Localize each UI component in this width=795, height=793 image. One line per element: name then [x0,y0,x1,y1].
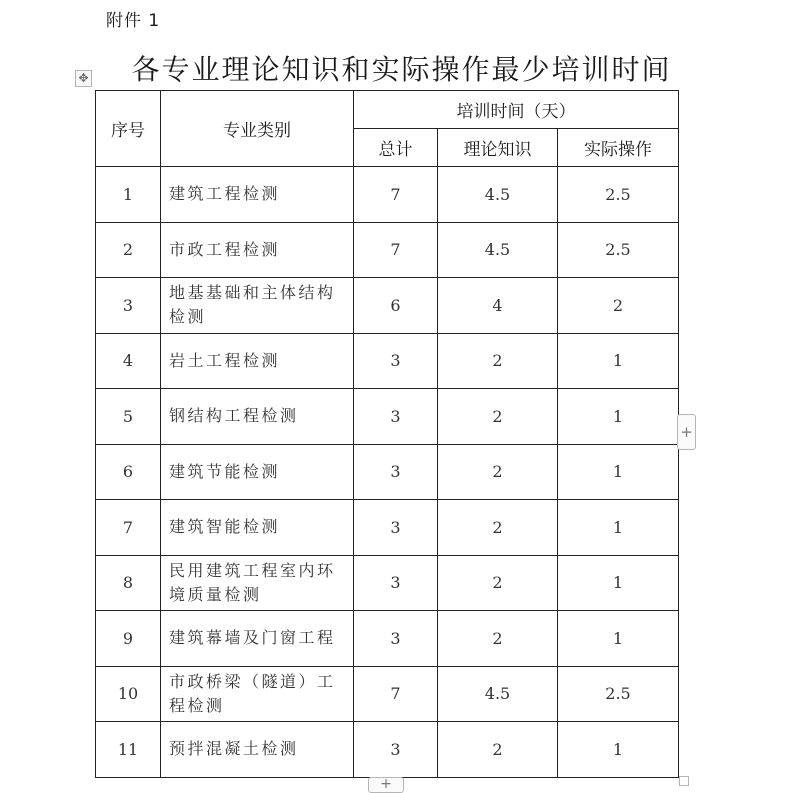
table-row [96,444,679,500]
cell-theory: 2 [438,444,558,500]
cell-category: 建筑工程检测 [161,167,354,223]
cell-practice: 2.5 [558,167,679,223]
header-category: 专业类别 [161,91,354,167]
cell-theory: 2 [438,555,558,611]
cell-index: 8 [96,555,161,611]
table-row [96,722,679,778]
resize-icon[interactable] [679,776,689,786]
cell-practice: 1 [558,555,679,611]
cell-category: 钢结构工程检测 [161,389,354,445]
cell-theory: 4.5 [438,167,558,223]
cell-practice: 2 [558,278,679,334]
document-title: 各专业理论知识和实际操作最少培训时间 [131,53,672,86]
cell-category: 市政工程检测 [161,222,354,278]
cell-total: 7 [354,167,438,223]
header-total: 总计 [354,129,438,167]
cell-index: 10 [96,666,161,722]
cell-total: 3 [354,333,438,389]
header-theory: 理论知识 [438,129,558,167]
header-index: 序号 [96,91,161,167]
cell-practice: 2.5 [558,222,679,278]
cell-category: 民用建筑工程室内环境质量检测 [161,555,354,611]
table-move-handle[interactable] [75,70,92,87]
cell-total: 6 [354,278,438,334]
table-row [96,333,679,389]
cell-practice: 1 [558,722,679,778]
move-icon: ✥ [78,71,89,85]
cell-practice: 1 [558,444,679,500]
table-row [96,278,679,334]
cell-practice: 2.5 [558,666,679,722]
cell-category: 建筑智能检测 [161,500,354,556]
cell-practice: 1 [558,389,679,445]
cell-category: 预拌混凝土检测 [161,722,354,778]
cell-theory: 4.5 [438,222,558,278]
cell-index: 1 [96,167,161,223]
cell-total: 3 [354,611,438,667]
cell-total: 3 [354,500,438,556]
cell-category: 建筑节能检测 [161,444,354,500]
add-row-button[interactable] [368,777,404,793]
cell-total: 3 [354,389,438,445]
table-row [96,666,679,722]
table-row [96,500,679,556]
cell-theory: 4.5 [438,666,558,722]
cell-category: 地基基础和主体结构检测 [161,278,354,334]
cell-theory: 4 [438,278,558,334]
cell-index: 4 [96,333,161,389]
cell-practice: 1 [558,500,679,556]
table-row [96,389,679,445]
cell-total: 7 [354,222,438,278]
cell-theory: 2 [438,722,558,778]
cell-index: 7 [96,500,161,556]
cell-theory: 2 [438,611,558,667]
cell-total: 3 [354,555,438,611]
training-time-table [95,90,679,778]
cell-total: 7 [354,666,438,722]
cell-theory: 2 [438,389,558,445]
cell-index: 9 [96,611,161,667]
cell-category: 建筑幕墙及门窗工程 [161,611,354,667]
cell-index: 3 [96,278,161,334]
cell-category: 岩土工程检测 [161,333,354,389]
plus-icon: + [680,423,693,441]
add-column-button[interactable] [677,414,696,450]
table-body [96,167,679,778]
table-row [96,222,679,278]
cell-total: 3 [354,444,438,500]
cell-theory: 2 [438,500,558,556]
attachment-label: 附件 1 [106,11,161,31]
table-row [96,611,679,667]
cell-total: 3 [354,722,438,778]
cell-theory: 2 [438,333,558,389]
cell-index: 11 [96,722,161,778]
header-training-time: 培训时间（天） [354,91,679,129]
cell-practice: 1 [558,333,679,389]
cell-index: 2 [96,222,161,278]
table-row [96,555,679,611]
header-practice: 实际操作 [558,129,679,167]
cell-index: 6 [96,444,161,500]
cell-category: 市政桥梁（隧道）工程检测 [161,666,354,722]
cell-index: 5 [96,389,161,445]
cell-practice: 1 [558,611,679,667]
plus-icon: + [380,776,392,792]
table-row [96,167,679,223]
